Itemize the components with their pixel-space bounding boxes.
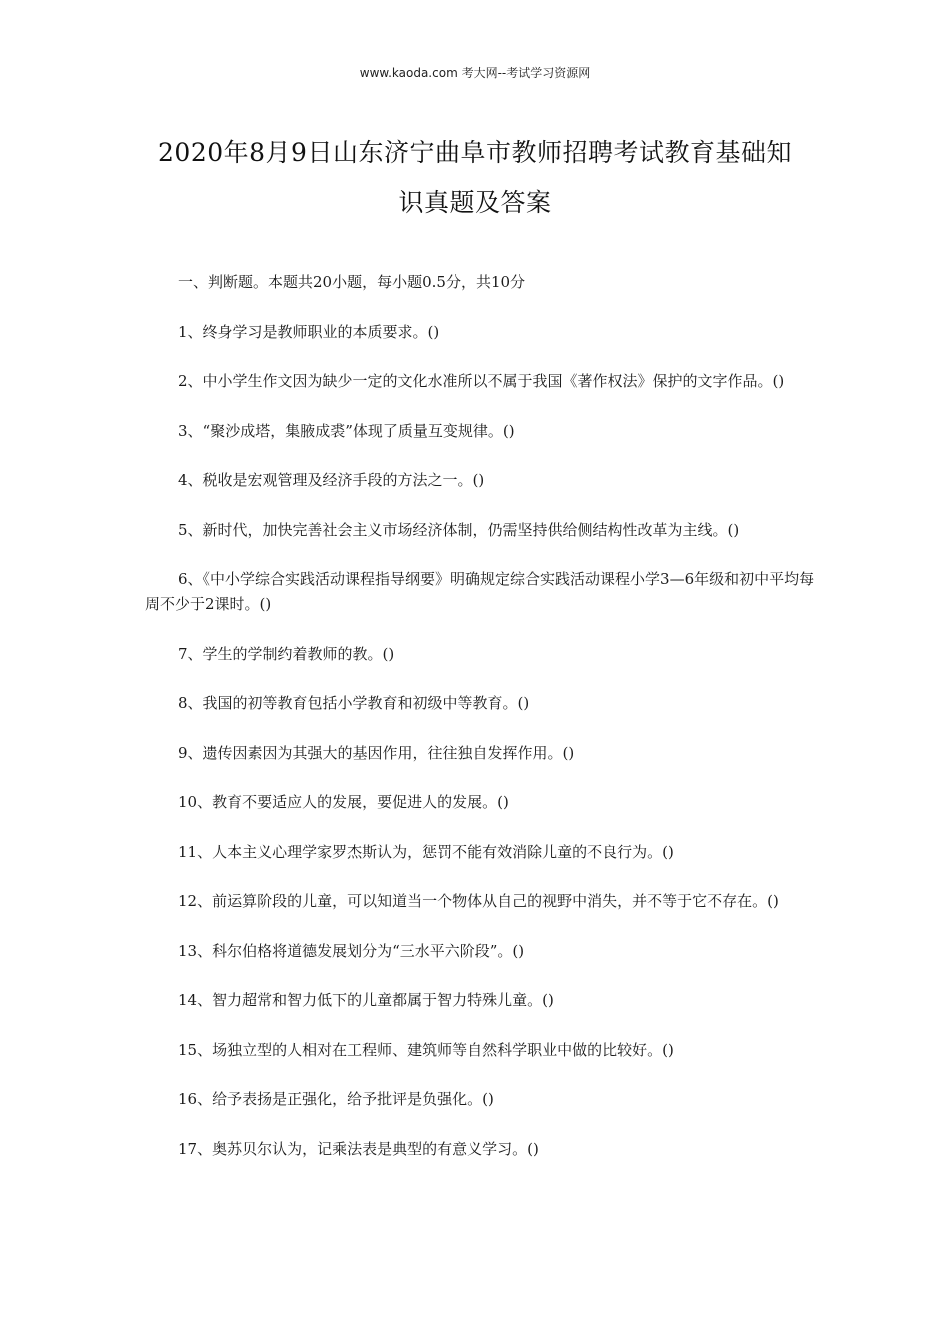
- title-line-1: 2020年8月9日山东济宁曲阜市教师招聘考试教育基础知: [158, 138, 792, 167]
- question-15: 15、场独立型的人相对在工程师、建筑师等自然科学职业中做的比较好。(): [178, 1040, 674, 1059]
- document-title: [100, 128, 850, 228]
- site-header: www.kaoda.com 考大网--考试学习资源网: [359, 66, 591, 80]
- question-16: 16、给予表扬是正强化，给予批评是负强化。(): [178, 1090, 494, 1108]
- document-body: [145, 270, 825, 1186]
- question-14: 14、智力超常和智力低下的儿童都属于智力特殊儿童。(): [178, 991, 554, 1009]
- question-3: 3、“聚沙成塔，集腋成裘”体现了质量互变规律。(): [178, 421, 515, 440]
- question-17: 17、奥苏贝尔认为，记乘法表是典型的有意义学习。(): [178, 1139, 539, 1158]
- question-11: 11、人本主义心理学家罗杰斯认为，惩罚不能有效消除儿童的不良行为。(): [178, 842, 674, 861]
- question-7: 7、学生的学制约着教师的教。(): [178, 644, 395, 663]
- question-5: 5、新时代，加快完善社会主义市场经济体制，仍需坚持供给侧结构性改革为主线。(): [178, 520, 740, 539]
- question-8: 8、我国的初等教育包括小学教育和初级中等教育。(): [178, 694, 530, 712]
- question-9: 9、遗传因素因为其强大的基因作用，往往独自发挥作用。(): [178, 743, 575, 762]
- question-6: 6、《中小学综合实践活动课程指导纲要》明确规定综合实践活动课程小学3—6年级和初中平均每周不少于2课时。(): [145, 570, 815, 613]
- question-2: 2、中小学生作文因为缺少一定的文化水准所以不属于我国《著作权法》保护的文字作品。(): [178, 372, 785, 390]
- question-13: 13、科尔伯格将道德发展划分为“三水平六阶段”。(): [178, 941, 525, 960]
- question-4: 4、税收是宏观管理及经济手段的方法之一。(): [178, 471, 485, 489]
- section-heading: 一、判断题。本题共20小题，每小题0.5分，共10分: [178, 273, 526, 291]
- question-1: 1、终身学习是教师职业的本质要求。(): [178, 322, 440, 341]
- question-10: 10、教育不要适应人的发展，要促进人的发展。(): [178, 793, 509, 811]
- question-12: 12、前运算阶段的儿童，可以知道当一个物体从自己的视野中消失，并不等于它不存在。(): [178, 892, 779, 910]
- title-line-2: 识真题及答案: [398, 188, 552, 217]
